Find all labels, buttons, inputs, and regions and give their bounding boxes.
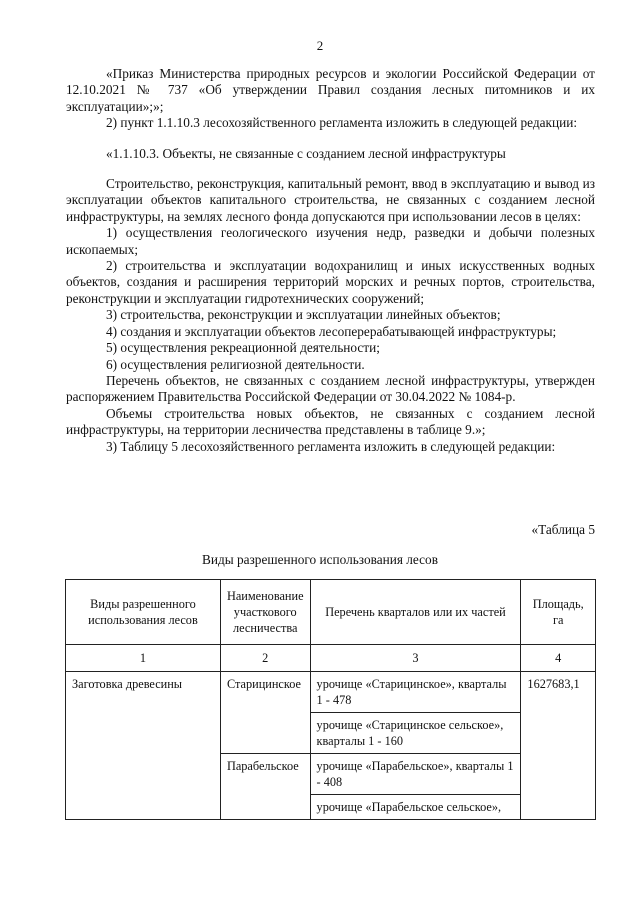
paragraph: 3) Таблицу 5 лесохозяйственного регламента изложить в следующей редакции:	[106, 438, 556, 454]
list-item: 5) осуществления рекреационной деятельности;	[106, 340, 380, 356]
section-heading: «1.1.10.3. Объекты, не связанные с созданием лесной инфраструктуры	[106, 145, 506, 161]
table-header-cell: Виды разрешенного использования лесов	[66, 580, 221, 645]
tract-cell: урочище «Старицинское сельское», кварталы 1 - 160	[310, 713, 521, 754]
forestry-cell: Старицинское	[220, 672, 310, 754]
column-number-row	[66, 645, 596, 672]
tract-cell: урочище «Старицинское», кварталы 1 - 478	[310, 672, 521, 713]
table-header-cell: Перечень кварталов или их частей	[310, 580, 521, 645]
column-number: 4	[521, 645, 596, 672]
paragraph: Объемы строительства новых объектов, не связанных с созданием лесной инфраструктуры, на территории лесничества представлены в таблице 9.»;	[66, 405, 595, 438]
list-item: 2) строительства и эксплуатации водохранилищ и иных искусственных водных объектов, создания и расширения территорий морских и речных портов, строительства, реконструкции и эксплуатации гидротехнических сооружений;	[66, 258, 595, 306]
document-body	[66, 66, 595, 455]
paragraph: Строительство, реконструкция, капитальный ремонт, ввод в эксплуатацию и вывод из эксплуатации объектов капитального строительства, не связанных с созданием лесной инфраструктуры, на землях лесного фонда допускаются при использовании лесов в целях:	[66, 176, 595, 224]
forestry-cell: Парабельское	[220, 754, 310, 820]
list-item: 4) создания и эксплуатации объектов лесоперерабатывающей инфраструктуры;	[106, 323, 557, 339]
paragraph: 2) пункт 1.1.10.3 лесохозяйственного регламента изложить в следующей редакции:	[106, 115, 578, 131]
table-header-row	[66, 580, 596, 645]
column-number: 1	[66, 645, 221, 672]
tract-cell: урочище «Парабельское», кварталы 1 - 408	[310, 754, 521, 795]
table-header-cell: Наименование участкового лесничества	[220, 580, 310, 645]
paragraph: Перечень объектов, не связанных с созданием лесной инфраструктуры, утвержден распоряжением Правительства Российской Федерации от 30.04.2022 № 1084-р.	[66, 372, 595, 405]
use-type-cell: Заготовка древесины	[66, 672, 221, 820]
page-number: 2	[316, 38, 324, 53]
table-header-cell: Площадь, га	[521, 580, 596, 645]
list-item: 6) осуществления религиозной деятельности.	[106, 356, 365, 372]
column-number: 3	[310, 645, 521, 672]
paragraph: «Приказ Министерства природных ресурсов и экологии Российской Федерации от 12.10.2021 № 737 «Об утверждении Правил создания лесных питомников и их эксплуатации»;»;	[66, 66, 595, 114]
area-cell: 1627683,1	[521, 672, 596, 820]
list-item: 3) строительства, реконструкции и эксплуатации линейных объектов;	[106, 307, 501, 323]
tract-cell: урочище «Парабельское сельское»,	[310, 795, 521, 820]
list-item: 1) осуществления геологического изучения недр, разведки и добычи полезных ископаемых;	[66, 225, 595, 257]
column-number: 2	[220, 645, 310, 672]
table-title: Виды разрешенного использования лесов	[202, 552, 438, 567]
table-row	[66, 672, 596, 713]
forest-use-table	[65, 579, 596, 820]
table-label: «Таблица 5	[531, 522, 595, 537]
